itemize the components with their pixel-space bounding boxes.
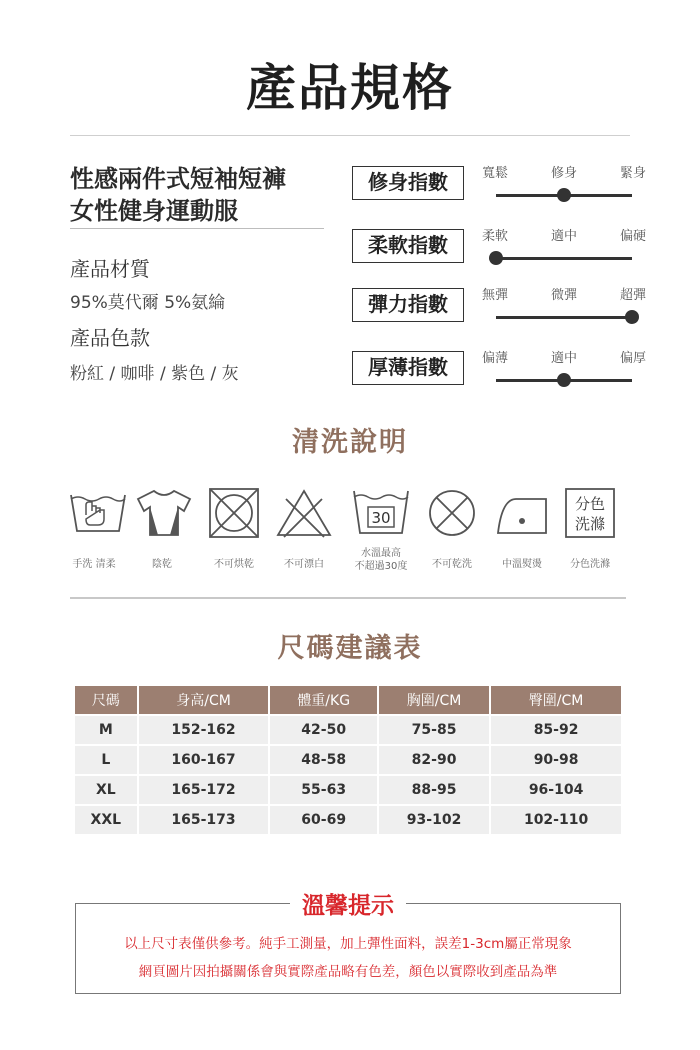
softness-index-row (352, 229, 648, 281)
fit-index-marker (557, 188, 571, 202)
thickness-index-row (352, 351, 648, 403)
softness-option-medium: 適中 (550, 229, 578, 244)
fit-index-label: 修身指數 (352, 166, 464, 200)
notice-line-2: 網頁圖片因拍攝關係會與實際產品略有色差，顏色以實際收到產品為準 (138, 964, 558, 980)
no-bleach-icon (274, 485, 334, 541)
weight-cell: 60-69 (270, 806, 377, 834)
size-chart-title: 尺碼建議表 (277, 633, 423, 664)
elasticity-index-options (482, 284, 646, 302)
table-row (75, 716, 621, 744)
material-label: 產品材質 (70, 257, 150, 281)
hip-cell: 96-104 (491, 776, 621, 804)
elasticity-index-label: 彈力指數 (352, 288, 464, 322)
notice-line-1: 以上尺寸表僅供參考。純手工測量，加上彈性面料，誤差1-3cm屬正常現象 (124, 936, 572, 952)
page-title: 產品規格 (246, 59, 454, 117)
middle-divider (70, 597, 626, 599)
iron-medium-label: 中溫熨燙 (502, 559, 542, 570)
elasticity-option-none: 無彈 (482, 288, 509, 303)
thickness-option-thin: 偏薄 (482, 351, 509, 366)
size-cell: L (75, 746, 137, 774)
bust-cell: 93-102 (379, 806, 489, 834)
elasticity-index-track (496, 316, 632, 319)
weight-cell: 55-63 (270, 776, 377, 804)
fit-index-row (352, 166, 648, 218)
wash-separately-icon (560, 485, 620, 541)
color-label: 產品色款 (70, 326, 150, 350)
top-divider (70, 135, 630, 136)
softness-index-label: 柔軟指數 (352, 229, 464, 263)
elasticity-option-slight: 微彈 (550, 288, 578, 303)
product-name (70, 163, 340, 227)
height-cell: 165-173 (139, 806, 269, 834)
hand-wash-label: 手洗 清柔 (72, 559, 116, 570)
no-dry-clean-icon (422, 485, 482, 541)
height-cell: 165-172 (139, 776, 269, 804)
elasticity-index-marker (625, 310, 639, 324)
wash-separately-text-line2: 洗滌 (574, 515, 606, 533)
thickness-index-label: 厚薄指數 (352, 351, 464, 385)
product-name-line1: 性感兩件式短袖短褲 (70, 165, 286, 193)
softness-option-soft: 柔軟 (482, 229, 509, 244)
notice-title: 溫馨提示 (290, 887, 406, 920)
thickness-option-medium: 適中 (550, 351, 578, 366)
hip-cell: 90-98 (491, 746, 621, 774)
softness-index-options (482, 225, 646, 243)
hip-cell: 102-110 (491, 806, 621, 834)
water-temp-label (355, 547, 408, 573)
product-name-underline (70, 228, 324, 229)
product-name-line2: 女性健身運動服 (70, 197, 238, 225)
softness-index-marker (489, 251, 503, 265)
size-cell: XL (75, 776, 137, 804)
thickness-option-thick: 偏厚 (619, 351, 646, 366)
wash-30-icon (351, 485, 411, 541)
header-size: 尺碼 (75, 686, 137, 714)
height-cell: 160-167 (139, 746, 269, 774)
hand-wash-icon (68, 485, 128, 541)
water-temp-label-line2: 不超過30度 (354, 561, 408, 572)
size-cell: M (75, 716, 137, 744)
wash-30-text: 30 (371, 509, 391, 527)
drip-dry-shirt-icon (134, 485, 194, 541)
iron-medium-icon (492, 485, 552, 541)
size-table-header-row (75, 686, 621, 714)
table-row (75, 746, 621, 774)
bust-cell: 75-85 (379, 716, 489, 744)
bust-cell: 82-90 (379, 746, 489, 774)
height-cell: 152-162 (139, 716, 269, 744)
softness-option-stiff: 偏硬 (619, 229, 646, 244)
table-row (75, 776, 621, 804)
thickness-index-options (482, 347, 646, 365)
bust-cell: 88-95 (379, 776, 489, 804)
header-hip: 臀圍/CM (491, 686, 621, 714)
no-bleach-label: 不可漂白 (284, 559, 324, 570)
fit-option-slim: 修身 (550, 166, 578, 181)
material-value: 95%莫代爾 5%氨綸 (70, 293, 226, 313)
weight-cell: 48-58 (270, 746, 377, 774)
size-chart-table (73, 684, 623, 836)
drip-dry-label: 陰乾 (152, 559, 172, 570)
water-temp-label-line1: 水溫最高 (360, 548, 401, 559)
table-row (75, 806, 621, 834)
header-bust: 胸圍/CM (379, 686, 489, 714)
fit-index-options (482, 162, 646, 180)
fit-option-tight: 緊身 (619, 166, 646, 181)
elasticity-index-row (352, 288, 648, 340)
hip-cell: 85-92 (491, 716, 621, 744)
no-dry-clean-label: 不可乾洗 (432, 559, 472, 570)
wash-separately-text-line1: 分色 (574, 495, 606, 513)
size-cell: XXL (75, 806, 137, 834)
care-section-title: 清洗說明 (292, 427, 408, 458)
color-value: 粉紅 / 咖啡 / 紫色 / 灰 (70, 364, 239, 384)
notice-box (75, 893, 621, 994)
elasticity-option-super: 超彈 (619, 288, 646, 303)
softness-index-track (496, 257, 632, 260)
no-tumble-dry-label: 不可烘乾 (214, 559, 254, 570)
header-height: 身高/CM (139, 686, 269, 714)
fit-option-loose: 寬鬆 (482, 166, 509, 181)
thickness-index-marker (557, 373, 571, 387)
no-tumble-dry-icon (204, 485, 264, 541)
wash-separately-label: 分色洗滌 (570, 559, 610, 570)
header-weight: 體重/KG (270, 686, 377, 714)
weight-cell: 42-50 (270, 716, 377, 744)
